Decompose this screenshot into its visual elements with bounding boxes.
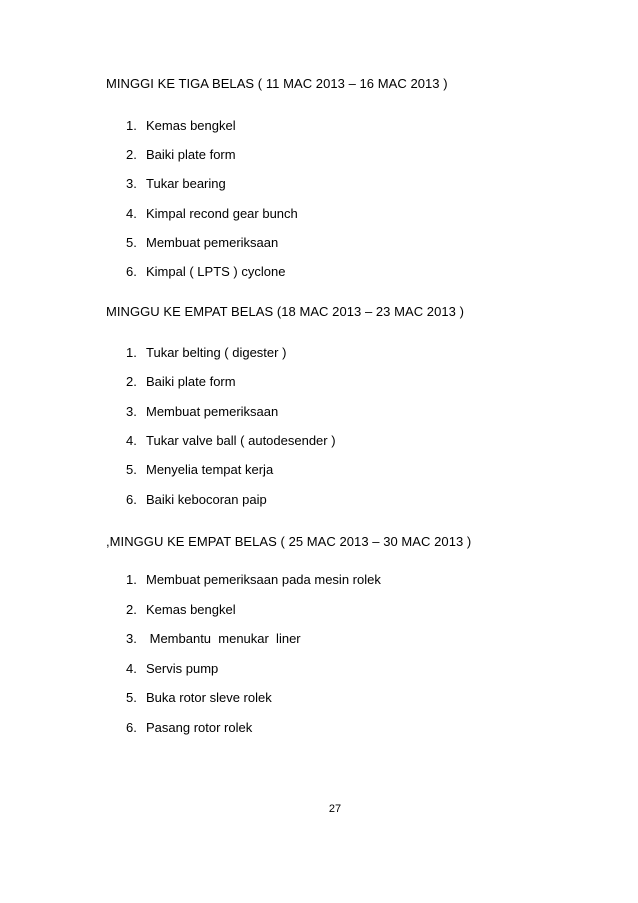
list-number: 3. (126, 404, 137, 419)
list-text: Membuat pemeriksaan pada mesin rolek (146, 572, 381, 587)
list-item (126, 602, 236, 617)
list-text: Servis pump (146, 661, 219, 676)
list-item (126, 264, 285, 279)
list-text: Tukar belting ( digester ) (146, 345, 287, 360)
list-text: Kimpal ( LPTS ) cyclone (146, 264, 286, 279)
list-number: 6. (126, 720, 137, 735)
list-number: 2. (126, 147, 137, 162)
list-number: 4. (126, 661, 137, 676)
section-heading: ,MINGGU KE EMPAT BELAS ( 25 MAC 2013 – 30 MAC 2013 ) (106, 534, 472, 549)
list-number: 4. (126, 433, 137, 448)
list-item (126, 176, 226, 191)
list-item (126, 462, 273, 477)
list-text: Kimpal recond gear bunch (146, 206, 298, 221)
list-number: 3. (126, 631, 137, 646)
list-text: Pasang rotor rolek (146, 720, 253, 735)
list-number: 6. (126, 492, 137, 507)
list-text: Baiki plate form (146, 374, 236, 389)
list-number: 4. (126, 206, 137, 221)
list-text: Membuat pemeriksaan (146, 235, 279, 250)
list-number: 1. (126, 572, 137, 587)
list-number: 6. (126, 264, 137, 279)
list-text: Buka rotor sleve rolek (146, 690, 272, 705)
list-number: 5. (126, 235, 137, 250)
list-item (126, 235, 278, 250)
list-item (126, 720, 252, 735)
list-item (126, 345, 286, 360)
list-item (126, 433, 336, 448)
list-item (126, 572, 381, 587)
list-item (126, 661, 218, 676)
list-item (126, 147, 236, 162)
list-text: Kemas bengkel (146, 602, 236, 617)
list-number: 2. (126, 374, 137, 389)
list-item (126, 118, 236, 133)
list-number: 5. (126, 462, 137, 477)
list-text: Membuat pemeriksaan (146, 404, 279, 419)
list-number: 2. (126, 602, 137, 617)
page-number: 27 (328, 803, 342, 815)
section-heading: MINGGU KE EMPAT BELAS (18 MAC 2013 – 23 MAC 2013 ) (106, 304, 464, 319)
list-item (126, 206, 298, 221)
list-item (126, 690, 272, 705)
list-number: 3. (126, 176, 137, 191)
list-item (126, 374, 236, 389)
list-number: 1. (126, 118, 137, 133)
section-heading: MINGGI KE TIGA BELAS ( 11 MAC 2013 – 16 MAC 2013 ) (106, 76, 448, 91)
list-text: Kemas bengkel (146, 118, 236, 133)
list-text: Tukar valve ball ( autodesender ) (146, 433, 336, 448)
list-item (126, 631, 301, 646)
list-item (126, 404, 278, 419)
list-text: Menyelia tempat kerja (146, 462, 274, 477)
list-number: 1. (126, 345, 137, 360)
list-item (126, 492, 267, 507)
list-text: Baiki plate form (146, 147, 236, 162)
list-text: Membantu menukar liner (146, 631, 301, 646)
list-text: Tukar bearing (146, 176, 226, 191)
list-number: 5. (126, 690, 137, 705)
list-text: Baiki kebocoran paip (146, 492, 267, 507)
